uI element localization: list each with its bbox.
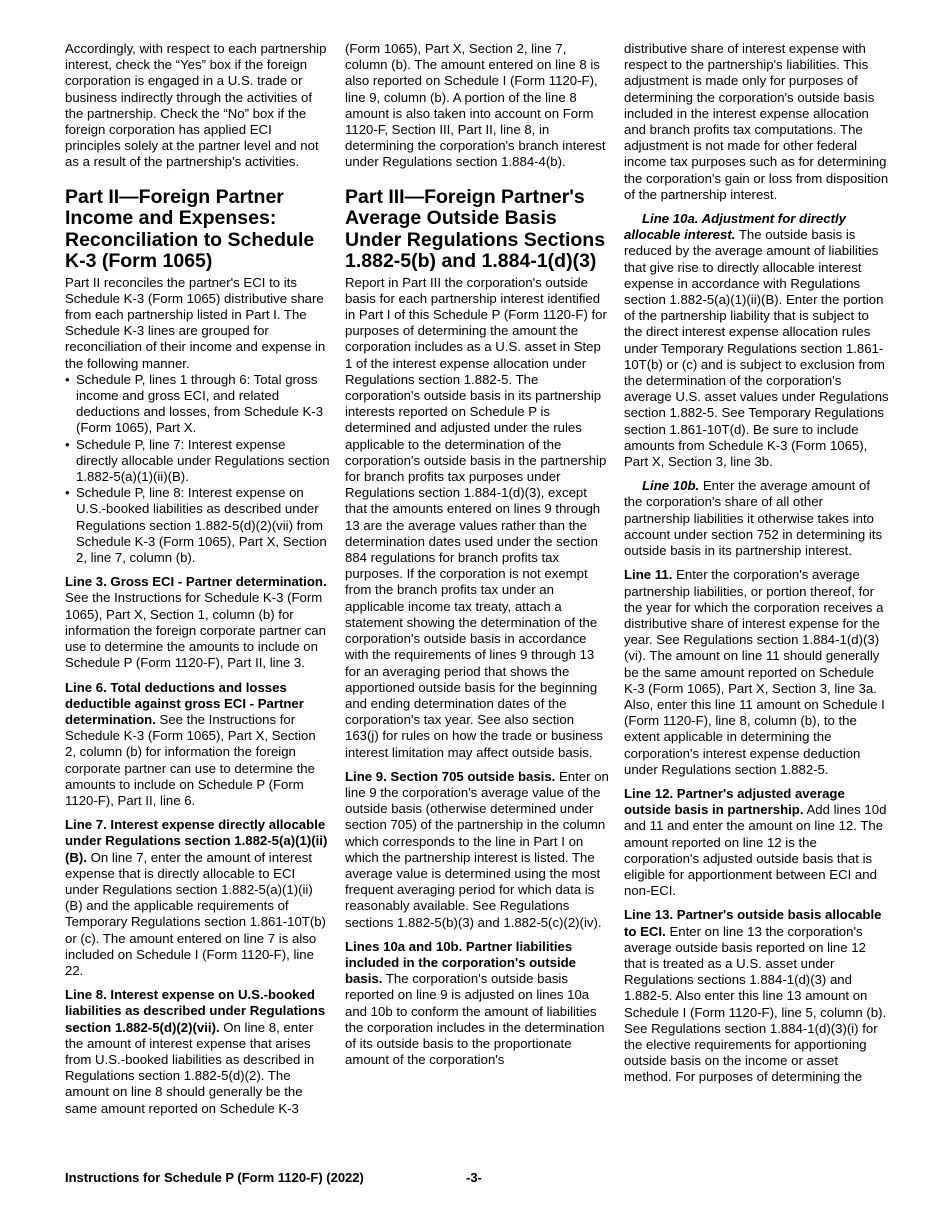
line-10-heading: Lines 10a and 10b. Partner liabilities included in the corporation's outside basis. — [345, 938, 577, 987]
line-10a-heading: Line 10a. Adjustment for directly allocable interest. — [624, 211, 846, 243]
line-9-heading: Line 9. Section 705 outside basis. — [345, 768, 556, 784]
part-ii-heading: Part II—Foreign Partner Income and Expenses: Reconciliation to Schedule K-3 (Form 1065) — [65, 185, 315, 273]
line-13-paragraph: Line 13. Partner's outside basis allocable to ECI. Enter on line 13 the corporation's average outside basis reported on line 12 that is treated as a U.S. asset under Regulations sections 1.884-1(d)(3) and 1.882-5. Also enter this line 13 amount on Schedule I (Form 1120-F), line 5, column (b). See Regulations section 1.884-1(d)(3)(i) for the elective requirements for apportioning outside basis on the income or asset method. For purposes of determining the — [624, 907, 887, 1085]
line-6-heading: Line 6. Total deductions and losses deductible against gross ECI - Partner determination. — [65, 679, 304, 727]
line-13-heading: Line 13. Partner's outside basis allocable to ECI. — [624, 907, 882, 939]
line-3-paragraph: Line 3. Gross ECI - Partner determination. See the Instructions for Schedule K-3 (Form 1065), Part X, Section 1, column (b) for information the foreign corporate partner can use to determine the amounts to include on Schedule P (Form 1120-F), Part II, line 3. — [65, 574, 327, 671]
line-10a-paragraph: Line 10a. Adjustment for directly allocable interest. The outside basis is reduced by the average amount of liabilities that give rise to directly allocable interest expense in accordance with Regulations section 1.882-5(a)(1)(ii)(B). Enter the portion of the partnership liability that is subject to the direct interest expense allocation rules under Temporary Regulations section 1.861-10T(b) or (c) and is subject to exclusion from the determination of the corporation's average U.S. asset values under Regulations section 1.882-5. See Temporary Regulations section 1.861-10T(d). Be sure to include amounts from Schedule K-3 (Form 1065), Part X, Section 3, line 3b. — [624, 211, 889, 470]
line-11-heading: Line 11. — [624, 567, 673, 583]
bullet-item: • Schedule P, line 7: Interest expense directly allocable under Regulations section 1.882-5(a)(1)(ii)(B). — [65, 436, 330, 485]
line-10b-heading: Line 10b. — [642, 478, 700, 494]
line-8-heading: Line 8. Interest expense on U.S.-booked liabilities as described under Regulations section 1.882-5(d)(2)(vii). — [65, 987, 326, 1035]
continued-paragraph: distributive share of interest expense with respect to the partnership's liabilities. This adjustment is made only for purposes of determining the corporation's outside basis included in the interest expense allocation and branch profits tax computations. The adjustment is not made for other federal income tax purposes such as for determining the corporation's gain or loss from disposition of the partnership interest. — [624, 41, 889, 202]
bullet-icon: • — [65, 485, 70, 501]
bullet-item: • Schedule P, line 8: Interest expense on U.S.-booked liabilities as described under Regulations section 1.882-5(d)(2)(vii) from Schedule K-3 (Form 1065), Part X, Section 2, line 7, column (b). — [65, 485, 327, 566]
line-10b-paragraph: Line 10b. Enter the average amount of the corporation's share of all other partnership liabilities it otherwise takes into account under section 752 in determining its outside basis in its partnership interest. — [624, 478, 883, 559]
column-right — [624, 41, 889, 1094]
line-7-paragraph: Line 7. Interest expense directly allocable under Regulations section 1.882-5(a)(1)(ii)(B). On line 7, enter the amount of interest expense that is directly allocable to ECI under Regulations section 1.882-5(a)(1)(ii)(B) and the applicable requirements of Temporary Regulations section 1.861-10T(b) or (c). The amount entered on line 7 is also included on Schedule I (Form 1120-F), line 22. — [65, 817, 328, 978]
footer-title: Instructions for Schedule P (Form 1120-F) (2022) — [65, 1170, 364, 1185]
line-12-heading: Line 12. Partner's adjusted average outside basis in partnership. — [624, 785, 845, 818]
bullet-icon: • — [65, 436, 70, 452]
line-8-paragraph: Line 8. Interest expense on U.S.-booked liabilities as described under Regulations section 1.882-5(d)(2)(vii). On line 8, enter the amount of interest expense that arises from U.S.-booked liabilities as described in Regulations section 1.882-5(d)(2). The amount on line 8 should generally be the same amount reported on Schedule K-3 — [65, 987, 326, 1116]
column-left — [65, 41, 330, 1125]
line-11-paragraph: Line 11. Enter the corporation's average partnership liabilities, or portion thereof, for the year for which the corporation receives a distributive share of interest expense for the year. See Regulations section 1.884-1(d)(3)(vi). The amount on line 11 should generally be the same amount reported on Schedule K-3 (Form 1065), Part X, Section 3, line 3a. Also, enter this line 11 amount on Schedule I (Form 1120-F), line 8, column (b), to the extent applicable in determining the corporation's interest expense deduction under Regulations section 1.882-5. — [624, 567, 885, 777]
intro-paragraph: Accordingly, with respect to each partnership interest, check the “Yes” box if the foreign corporation is engaged in a U.S. trade or business indirectly through the activities of the partnership. Check the “No” box if the foreign corporation has applied ECI principles solely at the partner level and not as a result of the partnership's activities. — [65, 41, 327, 170]
page-number: -3- — [466, 1170, 482, 1185]
bullet-icon: • — [65, 371, 70, 387]
continued-paragraph: (Form 1065), Part X, Section 2, line 7, column (b). The amount entered on line 8 is also reported on Schedule I (Form 1120-F), line 9, column (b). A portion of the line 8 amount is also taken into account on Form 1120-F, Section III, Part II, line 8, in determining the corporation's branch interest under Regulations section 1.884-4(b). — [345, 41, 606, 170]
part-ii-intro: Part II reconciles the partner's ECI to its Schedule K-3 (Form 1065) distributive share from each partnership listed in Part I. The Schedule K-3 lines are grouped for reconciliation of their income and expense in the following manner. — [65, 274, 326, 371]
line-6-paragraph: Line 6. Total deductions and losses deductible against gross ECI - Partner determination. See the Instructions for Schedule K-3 (Form 1065), Part X, Section 2, column (b) for information the foreign corporate partner can use to determine the amounts to include on Schedule P (Form 1120-F), Part II, line 6. — [65, 679, 316, 808]
part-iii-heading: Part III—Foreign Partner's Average Outside Basis Under Regulations Sections 1.882-5(b) and 1.884-1(d)(3) — [345, 185, 606, 273]
line-9-paragraph: Line 9. Section 705 outside basis. Enter on line 9 the corporation's average value of the outside basis (otherwise determined under section 705) of the partnership in the column which corresponds to the line in Part I on which the partnership interest is listed. The average value is determined using the most frequent averaging period for which data is reasonably available. See Regulations sections 1.882-5(b)(3) and 1.882-5(c)(2)(iv). — [345, 768, 609, 930]
line-3-heading: Line 3. Gross ECI - Partner determination. — [65, 574, 327, 590]
line-10-paragraph: Lines 10a and 10b. Partner liabilities included in the corporation's outside basis. The corporation's outside basis reported on line 9 is adjusted on lines 10a and 10b to conform the amount of liabilities the corporation includes in the determination of its outside basis to the proportionate amount of the corporation's — [345, 938, 605, 1068]
line-7-heading: Line 7. Interest expense directly allocable under Regulations section 1.882-5(a)(1)(ii)(B). — [65, 817, 328, 865]
bullet-item: • Schedule P, lines 1 through 6: Total gross income and gross ECI, and related deductions and losses, from Schedule K-3 (Form 1065), Part X. — [65, 371, 324, 436]
line-12-paragraph: Line 12. Partner's adjusted average outside basis in partnership. Add lines 10d and 11 and enter the amount on line 12. The amount reported on line 12 is the corporation's adjusted outside basis that is eligible for apportionment between ECI and non-ECI. — [624, 785, 887, 899]
part-iii-intro: Report in Part III the corporation's outside basis for each partnership interest identified in Part I of this Schedule P (Form 1120-F) for purposes of determining the amount the corporation includes as a U.S. asset in Step 1 of the interest expense allocation under Regulations section 1.882-5. The corporation's outside basis in its partnership interests reported on Schedule P is determined and adjusted under the rules applicable to the determination of the corporation's outside basis in the partnership for branch profits tax purposes under Regulations section 1.884-1(d)(3), except that the amounts entered on lines 9 through 13 are the average values rather than the determination dates used under the section 884 regulations for branch profits tax purposes. If the corporation is not exempt from the branch profits tax under an applicable income tax treaty, attach a statement showing the determination of the corporation's outside basis in accordance with the requirements of lines 9 through 13 for an averaging period that shows the apportioned outside basis for the beginning and ending determination dates of the corporation's tax year. See also section 163(j) for rules on how the trade or business interest limitation may affect outside basis. — [345, 274, 607, 760]
column-middle — [345, 41, 610, 1076]
